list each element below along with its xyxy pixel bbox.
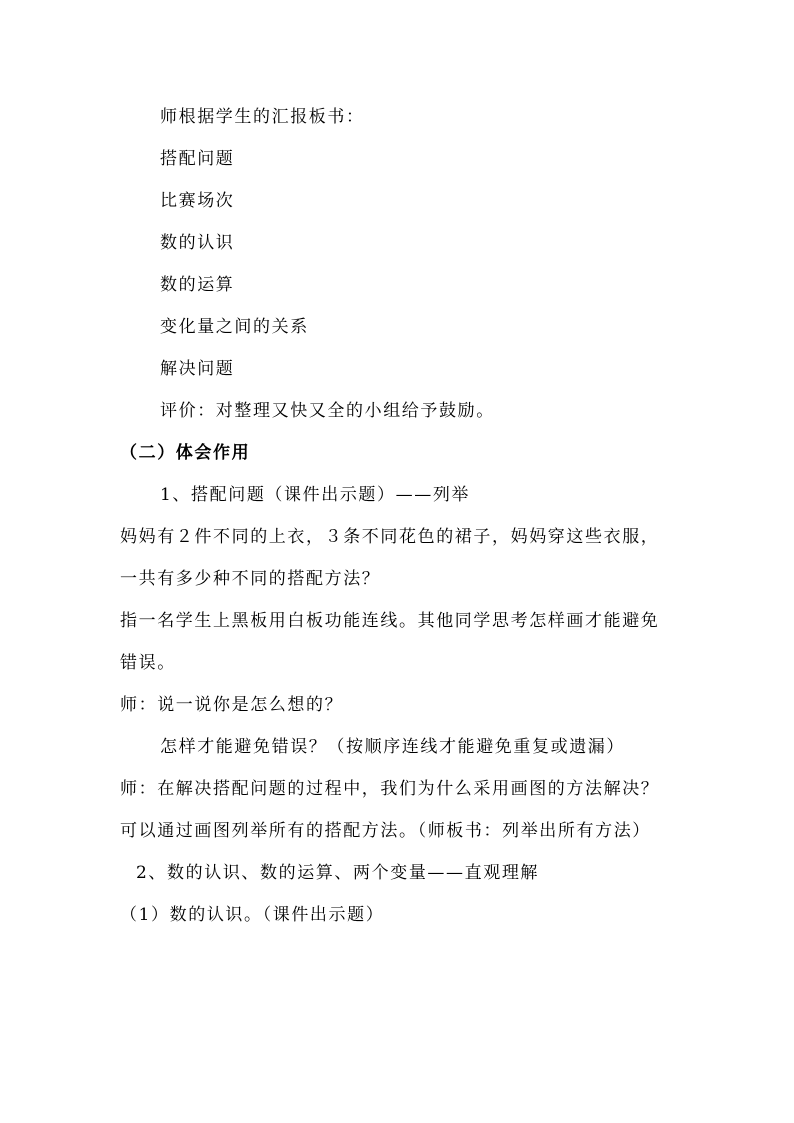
paragraph-line: 可以通过画图列举所有的搭配方法。（师板书：列举出所有方法） [120, 821, 651, 841]
board-item-matching: 搭配问题 [160, 149, 235, 169]
board-item-number-concept: 数的认识 [160, 233, 235, 253]
board-item-variables: 变化量之间的关系 [160, 317, 309, 337]
teacher-question-line: 师：说一说你是怎么想的？ [120, 695, 344, 715]
board-item-problem-solving: 解决问题 [160, 359, 235, 379]
paragraph-line: 一共有多少种不同的搭配方法？ [120, 569, 381, 589]
section-heading: （二）体会作用 [120, 443, 251, 463]
subsection-number-concepts: 2、数的认识、数的运算、两个变量——直观理解 [136, 863, 540, 883]
evaluation-line: 评价：对整理又快又全的小组给予鼓励。 [160, 401, 495, 421]
subsection-matching: 1、搭配问题（课件出示题）——列举 [160, 485, 471, 505]
paragraph-line: 错误。 [120, 653, 176, 673]
board-item-number-operation: 数的运算 [160, 275, 235, 295]
board-item-matches: 比赛场次 [160, 191, 235, 211]
paragraph-line: 指一名学生上黑板用白板功能连线。其他同学思考怎样画才能避免 [120, 611, 660, 631]
paragraph-line: 妈妈有２件不同的上衣，３条不同花色的裙子，妈妈穿这些衣服， [120, 527, 660, 547]
avoid-error-line: 怎样才能避免错误？（按顺序连线才能避免重复或遗漏） [160, 737, 625, 757]
subsection-number-recognition: （1）数的认识。（课件出示题） [120, 905, 385, 925]
board-intro-line: 师根据学生的汇报板书： [160, 107, 365, 127]
teacher-method-line: 师：在解决搭配问题的过程中，我们为什么采用画图的方法解决？ [120, 779, 660, 799]
